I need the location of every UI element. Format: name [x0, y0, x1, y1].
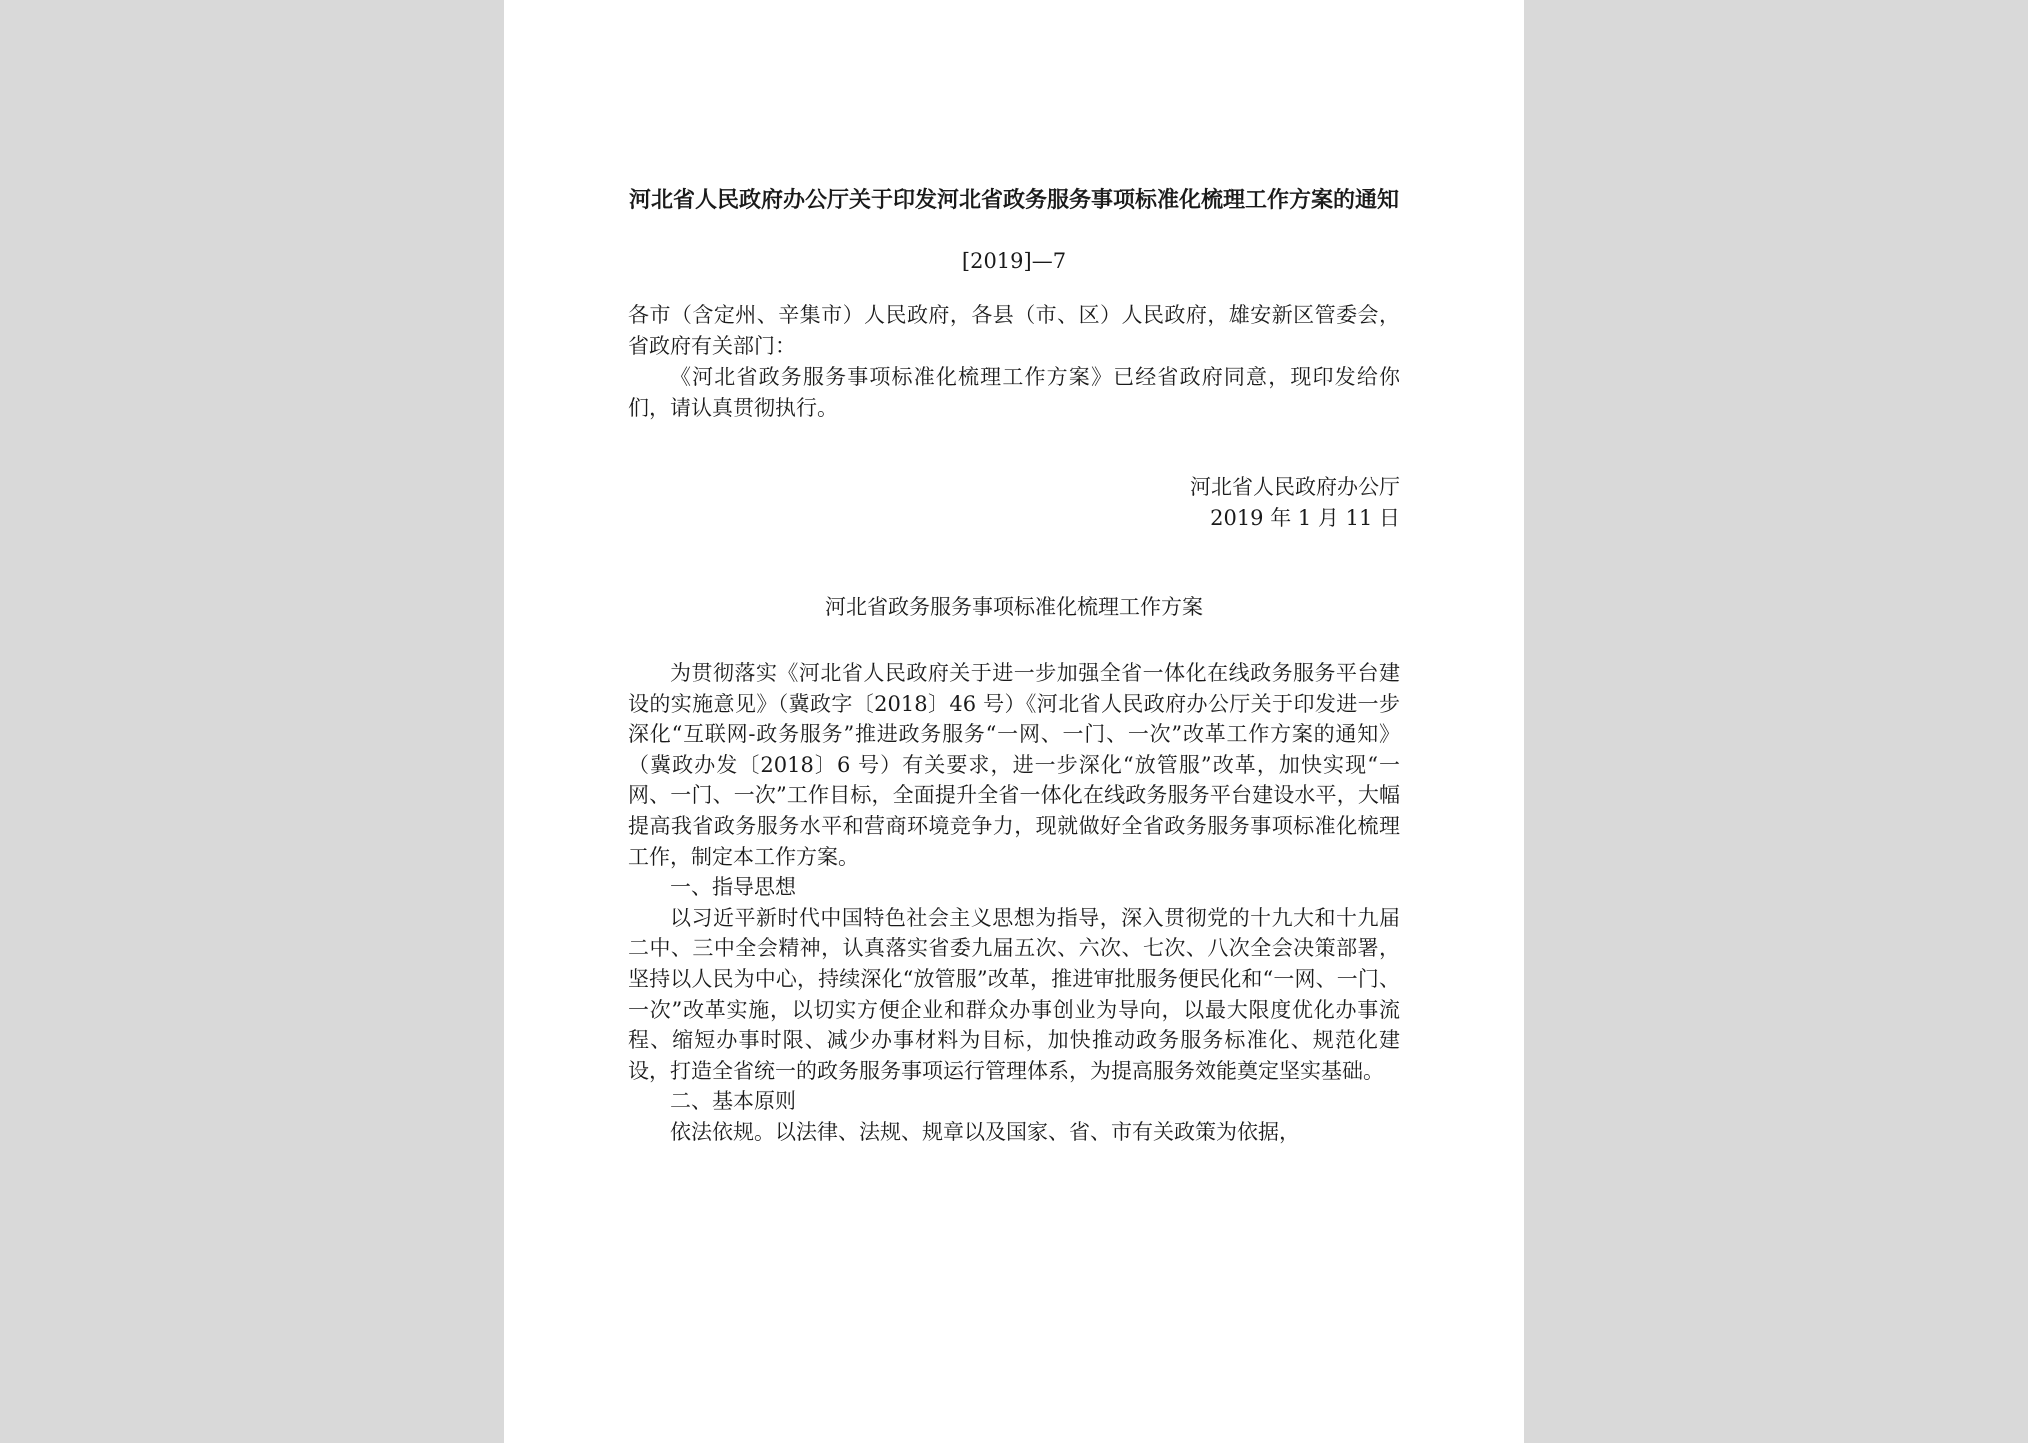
signature-org: 河北省人民政府办公厅	[1190, 475, 1400, 499]
plan-title: 河北省政务服务事项标准化梳理工作方案	[825, 595, 1203, 619]
notice-text: 《河北省政务服务事项标准化梳理工作方案》已经省政府同意，现印发给你们，请认真贯彻执行。	[628, 365, 1400, 420]
intro-paragraph: 为贯彻落实《河北省人民政府关于进一步加强全省一体化在线政务服务平台建设的实施意见》（冀政字〔2018〕46 号）《河北省人民政府办公厅关于印发进一步深化“互联网-政务服务”推进政务服务“一网、一门、一次”改革工作方案的通知》（冀政办发〔2018〕6 号）有关要求，进一步深化“放管服”改革，加快实现“一网、一门、一次”工作目标，全面提升全省一体化在线政务服务平台建设水平，大幅提高我省政务服务水平和营商环境竞争力，现就做好全省政务服务事项标准化梳理工作，制定本工作方案。	[628, 661, 1400, 869]
section-basic-principles-text: 依法依规。以法律、法规、规章以及国家、省、市有关政策为依据，	[670, 1119, 1300, 1144]
document-page	[504, 0, 1524, 1443]
document-title: 河北省人民政府办公厅关于印发河北省政务服务事项标准化梳理工作方案的通知	[628, 187, 1399, 213]
document-number: [2019]—7	[961, 249, 1067, 273]
section-heading-basic-principles: 二、基本原则	[670, 1089, 796, 1114]
section-guiding-ideology-text: 以习近平新时代中国特色社会主义思想为指导，深入贯彻党的十九大和十九届二中、三中全会精神，认真落实省委九届五次、六次、七次、八次全会决策部署，坚持以人民为中心，持续深化“放管服”改革，推进审批服务便民化和“一网、一门、一次”改革实施，以切实方便企业和群众办事创业为导向，以最大限度优化办事流程、缩短办事时限、减少办事材料为目标，加快推动政务服务标准化、规范化建设，打造全省统一的政务服务事项运行管理体系，为提高服务效能奠定坚实基础。	[628, 905, 1400, 1083]
section-heading-guiding-ideology: 一、指导思想	[670, 875, 796, 900]
addressee: 各市（含定州、辛集市）人民政府，各县（市、区）人民政府，雄安新区管委会，省政府有关部门：	[628, 303, 1400, 358]
page-content	[628, 182, 1400, 1148]
signature-date: 2019 年 1 月 11 日	[1210, 506, 1400, 530]
